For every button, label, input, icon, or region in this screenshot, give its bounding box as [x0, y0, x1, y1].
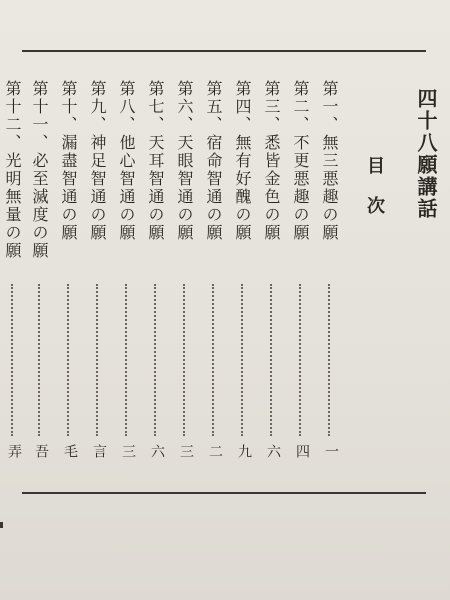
toc-entry-page: 六	[149, 444, 165, 457]
toc-entry-title: 第九、神足智通の願	[88, 80, 107, 242]
toc-entry-title: 第四、無有好醜の願	[233, 80, 252, 242]
toc-entry-title: 第七、天耳智通の願	[146, 80, 165, 242]
toc-entry-page: 吾	[33, 444, 49, 457]
toc-entry-page: 二	[207, 444, 223, 457]
toc-entry-page: 九	[236, 444, 252, 457]
toc-entry-10	[56, 80, 80, 480]
dot-leader	[67, 284, 69, 436]
toc-entry-title: 第六、天眼智通の願	[175, 80, 194, 242]
toc-entry-3	[259, 80, 283, 480]
toc-entry-page: 四	[294, 444, 310, 457]
dot-leader	[241, 284, 243, 436]
dot-leader	[270, 284, 272, 436]
toc-entry-page: 一	[323, 444, 339, 457]
dot-leader	[125, 284, 127, 436]
dot-leader	[96, 284, 98, 436]
toc-entry-title: 第二、不更悪趣の願	[291, 80, 310, 242]
toc-entry-5	[201, 80, 225, 480]
toc-entry-11	[27, 80, 51, 480]
toc-entry-title: 第三、悉皆金色の願	[262, 80, 281, 242]
bottom-rule	[22, 492, 426, 494]
dot-leader	[11, 284, 13, 436]
toc-entry-title: 第十一、必至滅度の願	[30, 80, 49, 260]
toc-entry-9	[85, 80, 109, 480]
toc-entry-page: 言	[91, 444, 107, 457]
toc-entry-page: 三	[120, 444, 136, 457]
toc-entry-page: 弄	[6, 444, 22, 457]
toc-entry-page: 三	[178, 444, 194, 457]
top-rule	[22, 50, 426, 52]
margin-mark	[0, 522, 3, 528]
dot-leader	[328, 284, 330, 436]
toc-entry-title: 第八、他心智通の願	[117, 80, 136, 242]
dot-leader	[183, 284, 185, 436]
toc-entry-title: 第十二、光明無量の願	[3, 80, 22, 260]
toc-entry-title: 第一、無三悪趣の願	[320, 80, 339, 242]
dot-leader	[299, 284, 301, 436]
toc-entry-1	[317, 80, 341, 480]
toc-entry-12	[0, 80, 24, 480]
toc-entry-2	[288, 80, 312, 480]
dot-leader	[38, 284, 40, 436]
dot-leader	[212, 284, 214, 436]
toc-entry-page: 六	[265, 444, 281, 457]
toc-entry-page: 毛	[62, 444, 78, 457]
toc-entry-title: 第十、漏盡智通の願	[59, 80, 78, 242]
toc-entry-title: 第五、宿命智通の願	[204, 80, 223, 242]
dot-leader	[154, 284, 156, 436]
toc-entry-7	[143, 80, 167, 480]
toc-entry-6	[172, 80, 196, 480]
book-title: 四十八願講話	[414, 88, 438, 220]
toc-heading: 目次	[364, 156, 385, 236]
toc-entry-8	[114, 80, 138, 480]
toc-entry-4	[230, 80, 254, 480]
